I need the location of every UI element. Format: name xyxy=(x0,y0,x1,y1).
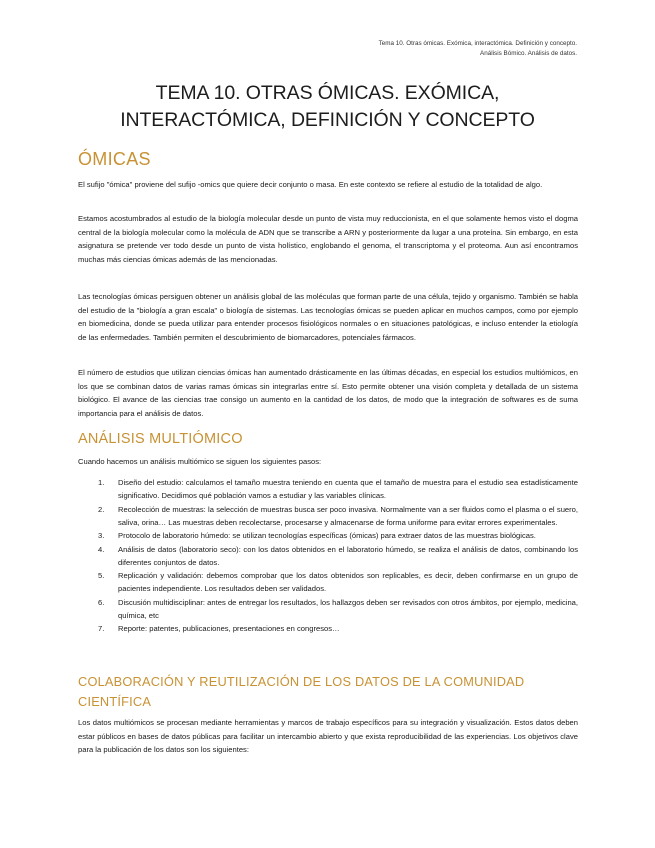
page-title-line-1: TEMA 10. OTRAS ÓMICAS. EXÓMICA, xyxy=(155,82,500,104)
section-heading-omicas: ÓMICAS xyxy=(78,149,151,169)
list-item xyxy=(78,529,578,542)
section-heading-multiomico: ANÁLISIS MULTIÓMICO xyxy=(78,431,243,447)
list-item-text: Análisis de datos (laboratorio seco): con los datos obtenidos en el laboratorio húmedo, se realiza el análisis de datos, combinando los diferentes conjuntos de datos. xyxy=(118,544,578,567)
list-item-text: Discusión multidisciplinar: antes de entregar los resultados, los hallazgos deben ser revisados con otros ámbitos, por ejemplo, medicina, química, etc xyxy=(118,597,578,620)
running-header xyxy=(257,39,577,58)
list-item xyxy=(78,543,578,569)
list-item-text: Protocolo de laboratorio húmedo: se utilizan tecnologías específicas (ómicas) para extraer datos de las muestras biológicas. xyxy=(118,531,536,540)
list-item-text: Diseño del estudio: calculamos el tamaño muestra teniendo en cuenta que el tamaño de muestra para el estudio sea estadísticamente significativo. Decidimos qué población vamos a estudiar y las variables clínicas. xyxy=(118,478,578,500)
list-item-number: 7. xyxy=(98,624,105,633)
omicas-paragraph-3: Las tecnologías ómicas persiguen obtener un análisis global de las moléculas que forman parte de una célula, tejido y organismo. También se habla del estudio de la "biología a gran escala" o biología de sistemas. Las tecnologías ómicas se pueden aplicar en muchos campos, como por ejemplo en biomedicina, donde se pueda utilizar para entender procesos fisiológicos normales o en situaciones patológicas, e incluso entender la etiología de las enfermedades. También permiten el descubrimiento de biomarcadores, potenciales fármacos. xyxy=(78,292,578,342)
list-item-text: Recolección de muestras: la selección de muestras busca ser poco invasiva. Normalmente van a ser fluidos como el plasma o el suero, saliva, orina… Las muestras deben recolectarse, procesarse y almacenarse de forma uniforme para evitar errores experimentales. xyxy=(118,504,578,527)
multiomico-steps-list xyxy=(78,476,578,636)
list-item-number: 4. xyxy=(98,544,105,554)
colaboracion-paragraph: Los datos multiómicos se procesan mediante herramientas y marcos de trabajo específicos para su integración y visualización. Estos datos deben estar públicos en bases de datos públicas para facilitar un intercambio abierto y que exista reproducibilidad de las experiencias. Los objetivos clave para la publicación de los datos son los siguientes: xyxy=(78,718,578,754)
list-item-number: 6. xyxy=(98,597,105,607)
list-item-text: Replicación y validación: debemos comprobar que los datos obtenidos son replicables, es decir, deben confirmarse en un grupo de pacientes independiente. Los resultados deben ser validados. xyxy=(118,571,578,593)
list-item xyxy=(78,622,578,635)
list-item xyxy=(78,503,578,529)
list-item xyxy=(78,476,578,502)
page-title xyxy=(78,80,577,134)
section-heading-colaboracion: COLABORACIÓN Y REUTILIZACIÓN DE LOS DATOS DE LA COMUNIDAD CIENTÍFICA xyxy=(78,674,525,709)
omicas-paragraph-4: El número de estudios que utilizan ciencias ómicas han aumentado drásticamente en las últimas décadas, en especial los estudios multiómicos, en los que se combinan datos de varias ramas ómicas sin integrarlas entre sí. Esto permite obtener una visión completa y detallada de un sistema biológico. El avance de las ciencias trae consigo un aumento en la cantidad de los datos, de modo que la integración de softwares es de suma importancia para el análisis de datos. xyxy=(78,368,578,418)
multiomico-intro: Cuando hacemos un análisis multiómico se siguen los siguientes pasos: xyxy=(78,457,322,466)
running-header-line-2: Análisis Bómico. Análisis de datos. xyxy=(480,49,577,57)
list-item-text: Reporte: patentes, publicaciones, presentaciones en congresos… xyxy=(118,624,340,633)
list-item-number: 2. xyxy=(98,504,105,514)
omicas-paragraph-1: El sufijo "ómica" proviene del sufijo -omics que quiere decir conjunto o masa. En este contexto se refiere al estudio de la totalidad de algo. xyxy=(78,180,543,189)
list-item-number: 3. xyxy=(98,531,105,540)
running-header-line-1: Tema 10. Otras ómicas. Exómica, interactómica. Definición y concepto. xyxy=(378,40,577,47)
list-item xyxy=(78,569,578,595)
page-title-line-2: INTERACTÓMICA, DEFINICIÓN Y CONCEPTO xyxy=(120,109,535,131)
list-item xyxy=(78,596,578,622)
list-item-number: 5. xyxy=(98,571,105,580)
omicas-paragraph-2: Estamos acostumbrados al estudio de la biología molecular desde un punto de vista muy reduccionista, en el que solamente hemos visto el dogma central de la biología molecular como la molécula de ADN que se transcribe a ARN y posteriormente da lugar a una proteína. Sin embargo, en esta asignatura se pretende ver todo desde un punto de vista holístico, englobando el genoma, el transcriptoma y el proteoma. Aun así encontramos muchas más ciencias ómicas además de las mencionadas. xyxy=(78,214,578,264)
list-item-number: 1. xyxy=(98,478,105,487)
